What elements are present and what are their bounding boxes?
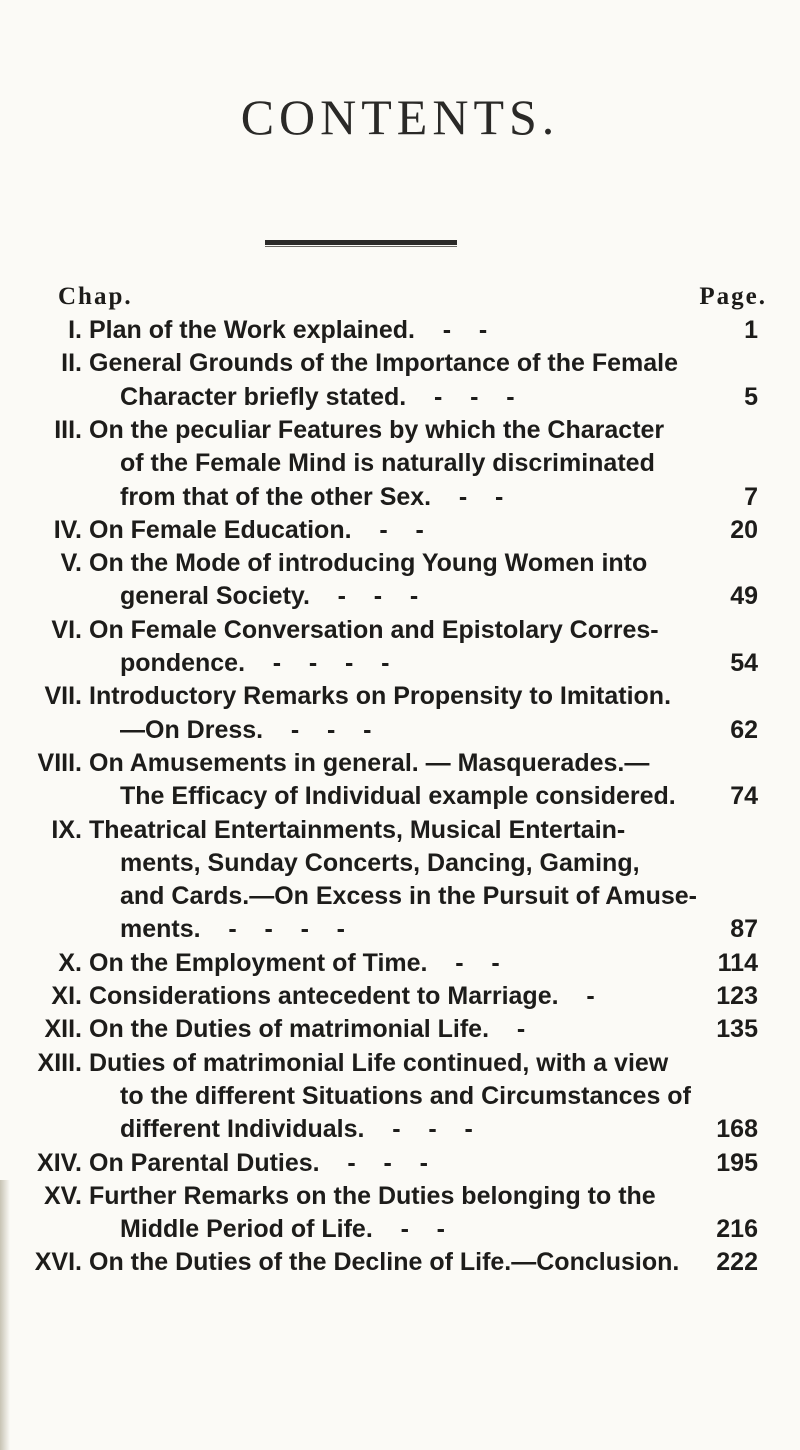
chapter-title-text: On the Mode of introducing Young Women into xyxy=(89,549,648,578)
chapter-number: VIII. xyxy=(37,748,82,777)
toc-entry-line xyxy=(0,911,800,947)
chapter-title-text: On the Duties of the Decline of Life.—Conclusion. xyxy=(89,1248,680,1277)
toc-entry-line xyxy=(0,778,800,814)
page-number: 1 xyxy=(744,316,758,344)
page-number: 54 xyxy=(730,649,758,677)
page-title: CONTENTS. xyxy=(240,89,560,145)
chapter-title-text: of the Female Mind is naturally discriminated xyxy=(120,449,655,478)
chapter-number: II. xyxy=(61,349,82,378)
toc-entry-line xyxy=(0,678,800,714)
chapter-title-text: ments, Sunday Concerts, Dancing, Gaming, xyxy=(120,848,640,877)
chapter-title-text: On Parental Duties. - - - xyxy=(89,1148,428,1177)
chapter-title-text: from that of the other Sex. - - xyxy=(120,482,504,511)
chapter-number: XVI. xyxy=(34,1248,82,1277)
title-rule xyxy=(265,240,457,245)
toc-entry-line xyxy=(0,1145,800,1181)
chapter-title-text: Duties of matrimonial Life continued, with a view xyxy=(89,1048,669,1077)
toc-entry-line xyxy=(0,379,800,415)
toc-entry-line xyxy=(0,512,800,548)
page-edge-shadow xyxy=(0,1180,10,1450)
page-number: 62 xyxy=(730,715,758,744)
chapter-number: XI. xyxy=(51,982,82,1010)
page-number: 216 xyxy=(716,1215,758,1244)
toc-entry-line xyxy=(0,412,800,448)
toc-entry-line xyxy=(0,445,800,481)
toc-entry-line xyxy=(0,745,800,781)
chapter-number: XIV. xyxy=(37,1148,82,1177)
page-number: 135 xyxy=(716,1015,758,1044)
chapter-number: V. xyxy=(60,549,82,578)
chapter-title-text: Further Remarks on the Duties belonging to the xyxy=(89,1181,656,1210)
page-number: 87 xyxy=(730,915,758,944)
chapter-title-text: different Individuals. - - - xyxy=(120,1115,473,1144)
chapter-title-text: Character briefly stated. - - - xyxy=(120,382,515,411)
chapter-title-text: On Female Education. - - xyxy=(89,515,424,544)
chapter-title-text: The Efficacy of Individual example considered. xyxy=(120,782,676,811)
toc-entry-line xyxy=(0,812,800,848)
page-number: 49 xyxy=(730,582,758,611)
toc-entry-line xyxy=(0,612,800,648)
toc-entry-line xyxy=(0,1111,800,1147)
chapter-title-text: to the different Situations and Circumstances of xyxy=(120,1081,691,1110)
chapter-title-text: pondence. - - - - xyxy=(120,649,390,677)
chapter-number: XV. xyxy=(43,1181,82,1210)
page-number: 222 xyxy=(716,1248,758,1277)
chapter-column-heading: Chap. xyxy=(58,283,133,310)
chapter-title-text: general Society. - - - xyxy=(120,582,419,611)
chapter-number: XII. xyxy=(44,1015,82,1044)
chapter-title-text: and Cards.—On Excess in the Pursuit of Amuse- xyxy=(120,882,697,911)
page-number: 7 xyxy=(744,482,758,511)
toc-entry-line xyxy=(0,945,800,981)
chapter-number: III. xyxy=(54,415,82,444)
chapter-number: I. xyxy=(68,316,82,344)
chapter-title-text: On the Duties of matrimonial Life. - xyxy=(89,1015,526,1044)
toc-entry-line xyxy=(0,645,800,681)
page-column-heading: Page. xyxy=(699,283,767,310)
toc-entry-line xyxy=(0,712,800,748)
chapter-title-text: —On Dress. - - - xyxy=(120,715,372,744)
toc-entry-line xyxy=(0,345,800,381)
chapter-title-text: On the Employment of Time. - - xyxy=(89,948,500,977)
page-number: 20 xyxy=(730,515,758,544)
chapter-title-text: On Female Conversation and Epistolary Corres- xyxy=(89,615,659,644)
chapter-title-text: On Amusements in general. — Masquerades.— xyxy=(89,748,650,777)
toc-entry-line xyxy=(0,545,800,581)
chapter-title-text: Middle Period of Life. - - xyxy=(120,1215,445,1244)
page-number: 168 xyxy=(716,1115,758,1144)
chapter-title-text: Considerations antecedent to Marriage. - xyxy=(89,982,595,1010)
chapter-number: VII. xyxy=(44,682,82,711)
chapter-number: VI. xyxy=(51,615,82,644)
toc-entry-line xyxy=(0,312,800,348)
chapter-title-text: On the peculiar Features by which the Character xyxy=(89,415,665,444)
toc-entry-line xyxy=(0,1178,800,1214)
title-rule-thin xyxy=(265,246,457,247)
toc-entry-line xyxy=(0,1078,800,1114)
toc-entry-line xyxy=(0,978,800,1014)
chapter-number: IV. xyxy=(53,515,82,544)
page-number: 114 xyxy=(717,948,758,977)
toc-entry-line xyxy=(0,878,800,914)
chapter-title-text: General Grounds of the Importance of the Female xyxy=(89,349,678,378)
toc-entry-line xyxy=(0,578,800,614)
toc-entry-line xyxy=(0,1211,800,1247)
chapter-number: IX. xyxy=(51,815,82,844)
page-number: 74 xyxy=(730,782,758,811)
page-number: 123 xyxy=(716,982,758,1010)
chapter-number: XIII. xyxy=(37,1048,82,1077)
toc-entry-line xyxy=(0,1045,800,1081)
chapter-title-text: Introductory Remarks on Propensity to Imitation. xyxy=(89,682,672,711)
chapter-number: X. xyxy=(58,948,82,977)
toc-entry-line xyxy=(0,1011,800,1047)
toc-entry-line xyxy=(0,479,800,515)
chapter-title-text: Plan of the Work explained. - - xyxy=(89,316,488,344)
chapter-title-text: ments. - - - - xyxy=(120,915,346,944)
chapter-title-text: Theatrical Entertainments, Musical Entertain- xyxy=(89,815,626,844)
toc-entry-line xyxy=(0,1244,800,1280)
page-number: 5 xyxy=(744,382,758,411)
page-number: 195 xyxy=(716,1148,758,1177)
toc-entry-line xyxy=(0,845,800,881)
